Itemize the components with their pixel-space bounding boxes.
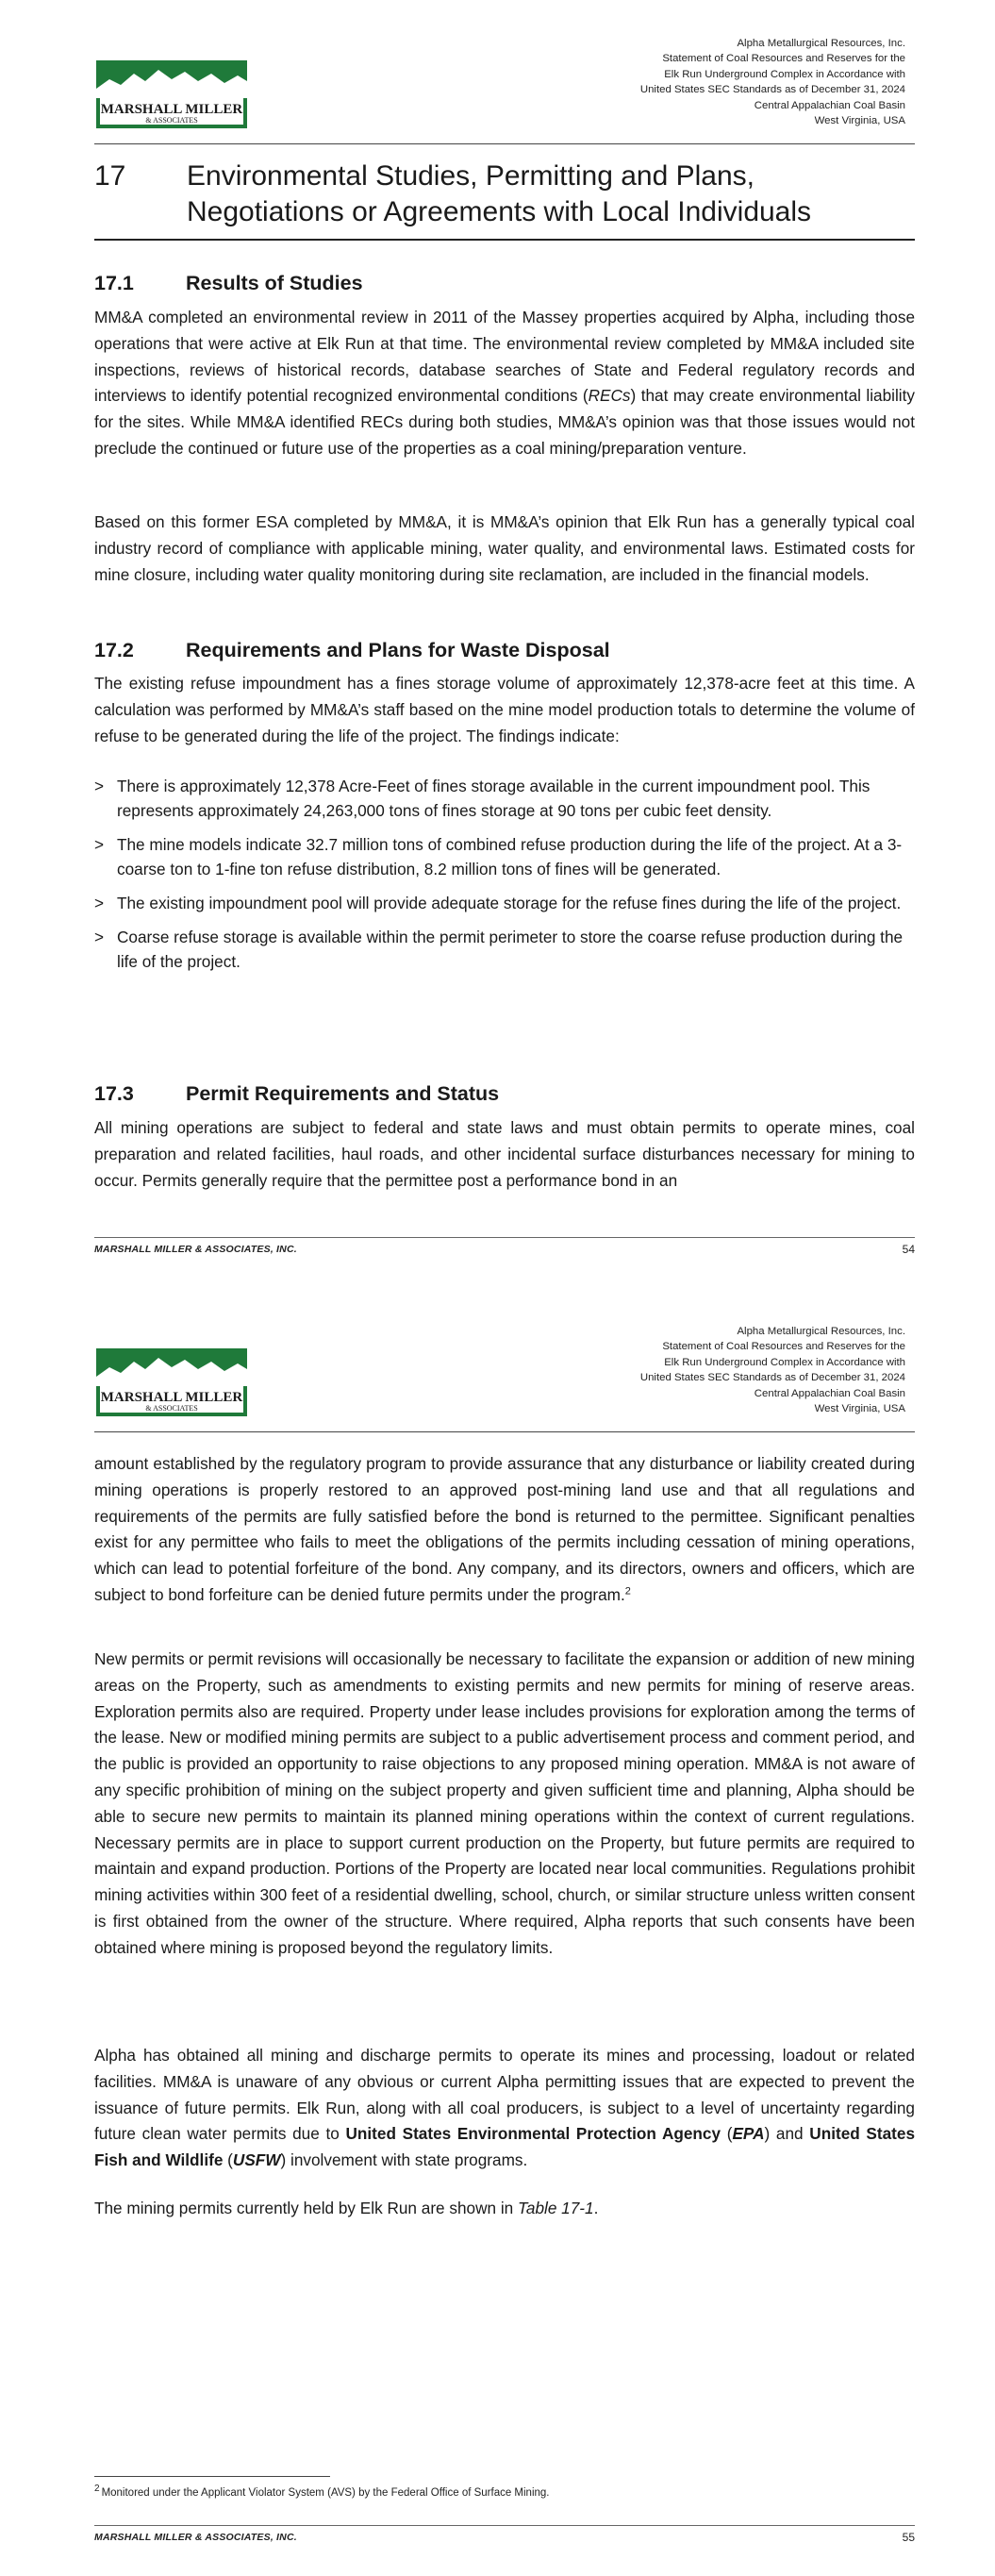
document-header bbox=[509, 36, 905, 128]
svg-text:& ASSOCIATES: & ASSOCIATES bbox=[145, 1404, 198, 1413]
paragraph: The existing refuse impoundment has a fines storage volume of approximately 12,378-acre feet at this time. A calculation was performed by MM&A’s staff based on the mine model production totals to determine the volume of refuse to be generated during the life of the project. The findings indicate: bbox=[94, 674, 915, 745]
page-55 bbox=[0, 1288, 995, 2576]
findings-list bbox=[94, 774, 915, 983]
section-heading-17-3 bbox=[94, 1080, 499, 1107]
page-number: 54 bbox=[902, 1243, 915, 1256]
paragraph: amount established by the regulatory program to provide assurance that any disturbance or liability created during mining operations is properly restored to an approved post-mining land use and that all regulations and requirements of the permits are fully satisfied before the bond is returned to the permittee. Significant penalties exist for any permittee who fails to meet the obligations of the permits including cessation of mining operations, which can lead to potential forfeiture of the bond. Any company, and its directors, owners and officers, which are subject to bond forfeiture can be denied future permits under the program.$^2$ bbox=[94, 1454, 915, 1604]
footnote: $^2$ Monitored under the Applicant Violator System (AVS) by the Federal Office of Surface Mining. bbox=[94, 2484, 550, 2499]
header-line: Statement of Coal Resources and Reserves for the bbox=[662, 1341, 905, 1353]
list-item: > The existing impoundment pool will provide adequate storage for the refuse fines during the life of the project. bbox=[94, 891, 915, 915]
section-heading-17-1 bbox=[94, 270, 363, 296]
svg-text:MARSHALL MILLER: MARSHALL MILLER bbox=[100, 102, 243, 117]
page-number: 55 bbox=[902, 2531, 915, 2544]
table-reference: Table 17-1 bbox=[517, 2199, 594, 2217]
header-line: Alpha Metallurgical Resources, Inc. bbox=[737, 38, 905, 49]
footnote-number: 2 bbox=[94, 2484, 100, 2494]
footnote-rule bbox=[94, 2476, 330, 2477]
bullet-marker: > bbox=[94, 835, 105, 854]
epa-abbreviation: EPA bbox=[732, 2124, 765, 2144]
epa-name: United States Environmental Protection Agency bbox=[345, 2124, 721, 2144]
footnote-reference: 2 bbox=[624, 1585, 631, 1597]
chapter-title: Environmental Studies, Permitting and Plans, Negotiations or Agreements with Local Individuals bbox=[187, 160, 812, 227]
paragraph: All mining operations are subject to federal and state laws and must obtain permits to operate mines, coal preparation and related facilities, haul roads, and other incidental surface disturbances necessary for mining to occur. Permits generally require that the permittee post a performance bond in an bbox=[94, 1118, 915, 1190]
section-heading-17-2 bbox=[94, 637, 610, 663]
svg-text:& ASSOCIATES: & ASSOCIATES bbox=[145, 116, 198, 125]
list-item: > The mine models indicate 32.7 million tons of combined refuse production during the life of the project. At a 3-coarse ton to 1-fine ton refuse distribution, 8.2 million tons of fines will be generated. bbox=[94, 832, 915, 881]
header-line: Elk Run Underground Complex in Accordance with bbox=[664, 68, 905, 80]
header-rule bbox=[94, 1431, 915, 1432]
marshall-miller-logo bbox=[96, 1348, 247, 1416]
paragraph: New permits or permit revisions will occasionally be necessary to facilitate the expansion or addition of new mining areas on the Property, such as amendments to existing permits and new permits for mining of reserve areas. Exploration permits also are required. Property under lease includes provisions for exploration among the terms of the lease. New or modified mining permits are subject to a public advertisement process and comment period, and the public is provided an opportunity to raise objections to any proposed mining operation. MM&A is not aware of any specific prohibition of mining on the subject property and given sufficient time and planning, Alpha should be able to secure new permits to maintain its planned mining operations within the context of current regulations. Necessary permits are in place to support current production on the Property, but future permits are required to maintain and expand production. Portions of the Property are located near local communities. Regulations prohibit mining activities within 300 feet of a residential dwelling, school, church, or similar structure unless written consent is first obtained from the owner of the structure. Where required, Alpha reports that such consents have been obtained where mining is proposed beyond the regulatory limits. bbox=[94, 1649, 915, 1957]
list-item: > There is approximately 12,378 Acre-Feet of fines storage available in the current impoundment pool. This represents approximately 24,263,000 tons of fines storage at 90 tons per cubic feet density. bbox=[94, 774, 915, 823]
paragraph: MM&A completed an environmental review in 2011 of the Massey properties acquired by Alpha, including those operations that were active at Elk Run at that time. The environmental review completed by MM&A included site inspections, reviews of historical records, database searches of State and Federal regulatory records and interviews to identify potential recognized environmental conditions (RECs) that may create environmental liability for the sites. While MM&A identified RECs during both studies, MM&A’s opinion was that those issues would not preclude the continued or future use of the properties as a coal mining/preparation venture. bbox=[94, 308, 915, 458]
paragraph: Based on this former ESA completed by MM&A, it is MM&A’s opinion that Elk Run has a generally typical coal industry record of compliance with applicable mining, water quality, and environmental laws. Estimated costs for mine closure, including water quality monitoring during site reclamation, are included in the financial models. bbox=[94, 512, 915, 584]
marshall-miller-logo bbox=[96, 60, 247, 128]
header-line: West Virginia, USA bbox=[814, 1403, 905, 1415]
section-title: Results of Studies bbox=[186, 272, 363, 294]
section-number: 17.3 bbox=[94, 1082, 134, 1105]
section-title: Requirements and Plans for Waste Disposal bbox=[186, 639, 610, 661]
footer-company: MARSHALL MILLER & ASSOCIATES, INC. bbox=[94, 2532, 297, 2543]
chapter-rule bbox=[94, 239, 915, 241]
usfw-abbreviation: USFW bbox=[232, 2150, 281, 2170]
header-line: West Virginia, USA bbox=[814, 115, 905, 127]
header-line: United States SEC Standards as of December 31, 2024 bbox=[639, 1372, 905, 1384]
bullet-marker: > bbox=[94, 928, 105, 946]
bullet-marker: > bbox=[94, 777, 105, 795]
recs-abbreviation: RECs bbox=[588, 386, 631, 406]
footer-rule bbox=[94, 2525, 915, 2526]
chapter-number: 17 bbox=[94, 160, 126, 192]
bullet-marker: > bbox=[94, 894, 105, 912]
header-line: Central Appalachian Coal Basin bbox=[754, 1387, 905, 1399]
footer-rule bbox=[94, 1237, 915, 1238]
svg-text:MARSHALL MILLER: MARSHALL MILLER bbox=[100, 1390, 243, 1405]
document-header bbox=[509, 1324, 905, 1416]
section-number: 17.2 bbox=[94, 639, 134, 661]
header-line: Alpha Metallurgical Resources, Inc. bbox=[737, 1326, 905, 1337]
header-line: Central Appalachian Coal Basin bbox=[754, 99, 905, 111]
header-line: Elk Run Underground Complex in Accordance with bbox=[664, 1356, 905, 1368]
paragraph: Alpha has obtained all mining and discharge permits to operate its mines and processing, loadout or related facilities. MM&A is unaware of any obvious or current Alpha permitting issues that are expected to prevent the issuance of future permits. Elk Run, along with all coal producers, is subject to a level of uncertainty regarding future clean water permits due to United States Environmental Protection Agency (EPA) and United States Fish and Wildlife (USFW) involvement with state programs. bbox=[94, 2046, 916, 2170]
footer-company: MARSHALL MILLER & ASSOCIATES, INC. bbox=[94, 1244, 297, 1255]
section-title: Permit Requirements and Status bbox=[186, 1082, 500, 1105]
section-number: 17.1 bbox=[94, 272, 134, 294]
list-item: > Coarse refuse storage is available within the permit perimeter to store the coarse refuse production during the life of the project. bbox=[94, 925, 915, 974]
usfw-name: United States Fish and Wildlife bbox=[94, 2124, 916, 2170]
header-rule bbox=[94, 143, 915, 144]
paragraph: The mining permits currently held by Elk Run are shown in Table 17-1. bbox=[94, 2199, 599, 2217]
header-line: Statement of Coal Resources and Reserves for the bbox=[662, 53, 905, 65]
header-line: United States SEC Standards as of December 31, 2024 bbox=[639, 84, 905, 96]
